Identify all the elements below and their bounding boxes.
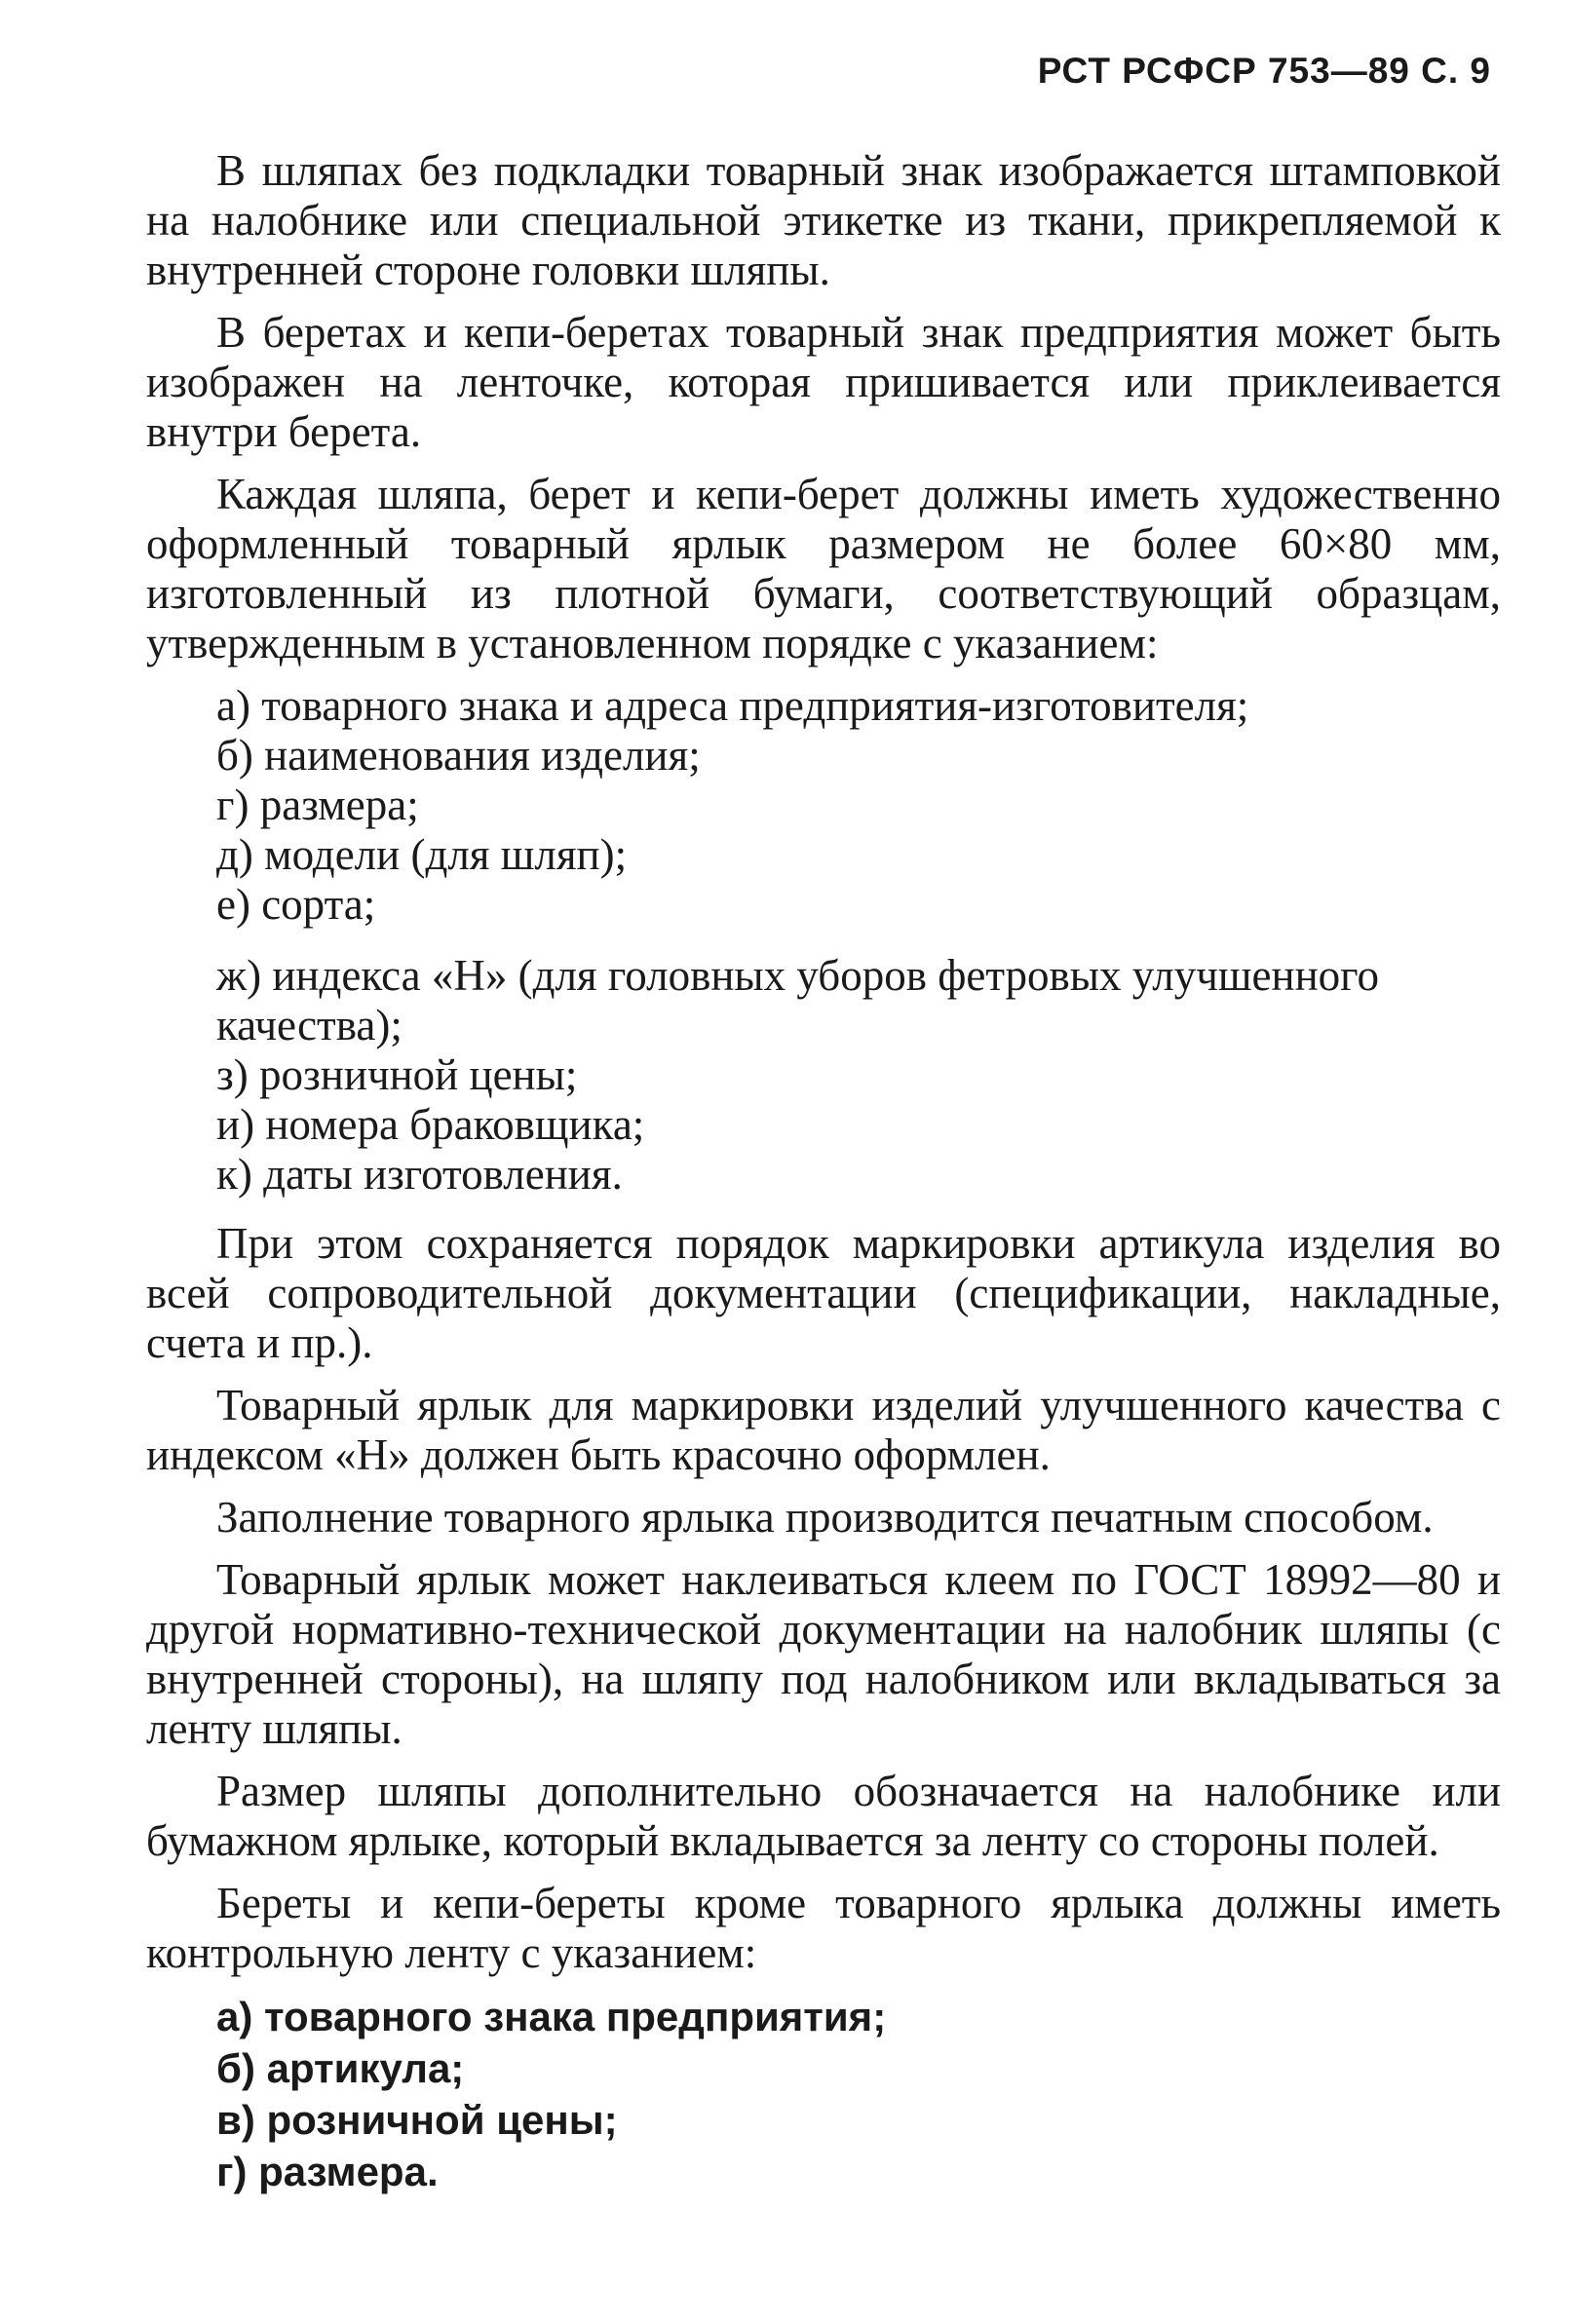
paragraph-article-marking: При этом сохраняется порядок маркировки артикула изделия во всей сопроводительной документации (спецификации, накладные, счета и пр.). (146, 1219, 1501, 1367)
list-item: а) товарного знака предприятия; (216, 1994, 887, 2039)
label-items-list (146, 681, 1501, 1200)
document-body (146, 146, 1501, 2217)
page-header: РСТ РСФСР 753—89 С. 9 (1037, 51, 1491, 91)
list-item: е) сорта; (216, 880, 376, 929)
list-item: а) товарного знака и адреса предприятия-изготовителя; (216, 681, 1249, 730)
paragraph-label-requirements: Каждая шляпа, берет и кепи-берет должны иметь художественно оформленный товарный ярлык размером не более 60×80 мм, изготовленный из плотной бумаги, соответствующий образцам, утвержденным в установленном порядке с указанием: (146, 470, 1501, 667)
list-item: к) даты изготовления. (216, 1150, 623, 1199)
paragraph-quality-label: Товарный ярлык для маркировки изделий улучшенного качества с индексом «Н» должен быть красочно оформлен. (146, 1381, 1501, 1479)
list-item: б) артикула; (216, 2045, 465, 2091)
paragraph-printing: Заполнение товарного ярлыка производится печатным способом. (216, 1493, 1434, 1542)
list-item: б) наименования изделия; (216, 731, 701, 780)
paragraph-berets-ribbon: В беретах и кепи-беретах товарный знак предприятия может быть изображен на ленточке, которая пришивается или приклеивается внутри берета. (146, 308, 1501, 456)
control-ribbon-list (146, 1991, 1501, 2197)
list-item: д) модели (для шляп); (216, 830, 628, 879)
paragraph-control-ribbon: Береты и кепи-береты кроме товарного ярлыка должны иметь контрольную ленту с указанием: (146, 1879, 1501, 1977)
paragraph-size-marking: Размер шляпы дополнительно обозначается на налобнике или бумажном ярлыке, который вкладывается за ленту со стороны полей. (146, 1767, 1501, 1865)
list-item: ж) индекса «Н» (для головных уборов фетровых улучшенного качества); (216, 951, 1380, 1049)
paragraph-gluing: Товарный ярлык может наклеиваться клеем по ГОСТ 18992—80 и другой нормативно-технической документации на налобник шляпы (с внутренней стороны), на шляпу под налобником или вкладываться за ленту шляпы. (146, 1555, 1501, 1753)
list-item: г) размера; (216, 781, 419, 829)
list-item: и) номера браковщика; (216, 1100, 645, 1149)
list-item: г) размера. (216, 2149, 439, 2194)
list-item: в) розничной цены; (216, 2097, 618, 2143)
paragraph-hats-stamp: В шляпах без подкладки товарный знак изображается штамповкой на налобнике или специальной этикетке из ткани, прикрепляемой к внутренней стороне головки шляпы. (146, 146, 1501, 294)
list-item: з) розничной цены; (216, 1050, 578, 1099)
